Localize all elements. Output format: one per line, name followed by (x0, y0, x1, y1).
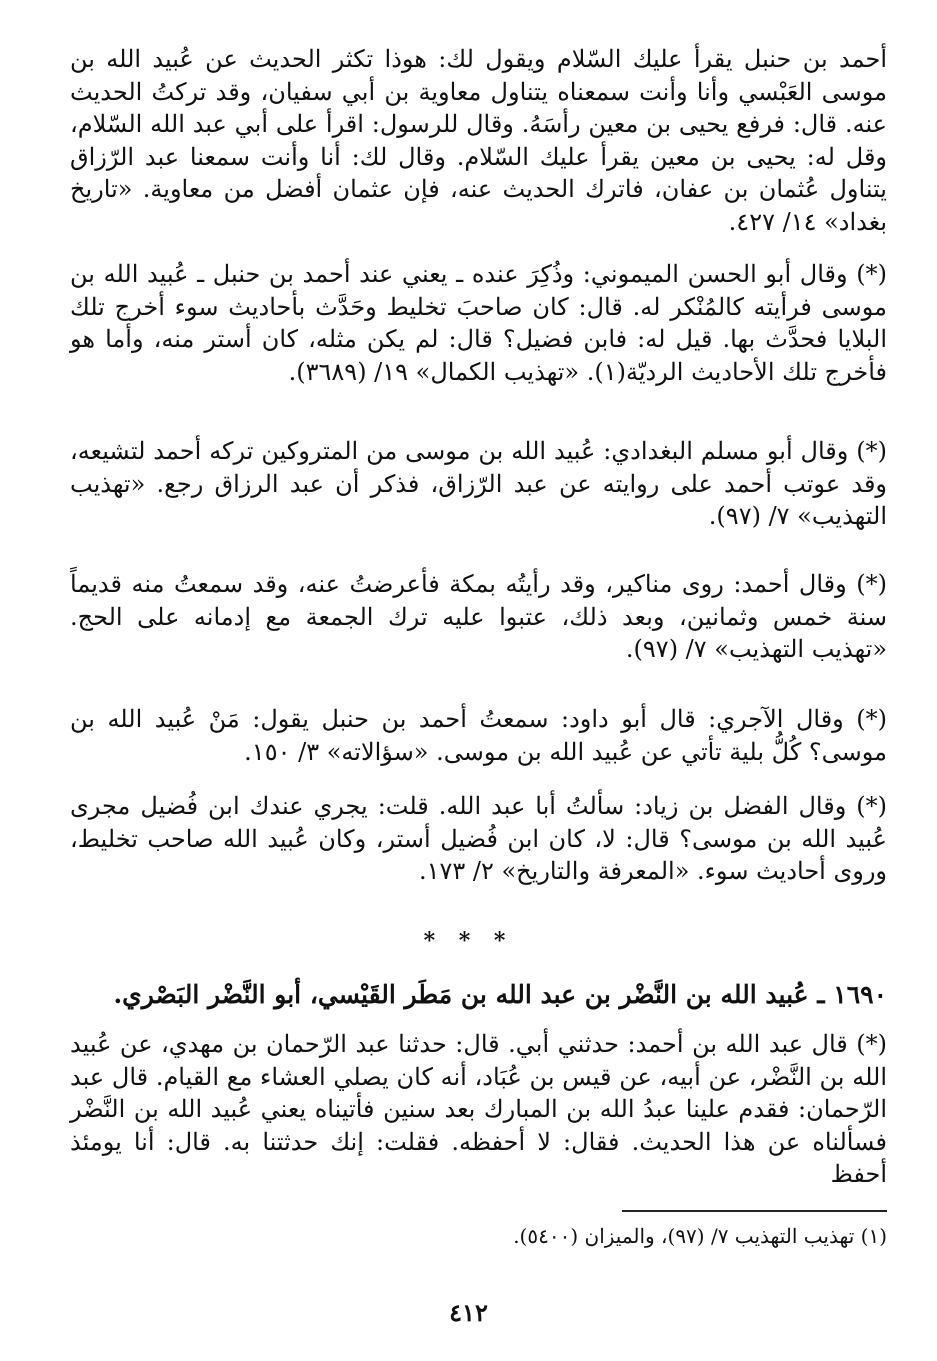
paragraph-ahmad: (*) وقال أحمد: روى مناكير، وقد رأيتُه بمكة فأعرضتُ عنه، وقد سمعتُ منه قديماً سنة خمس وثمانين، وبعد ذلك، عتبوا عليه ترك الجمعة مع إدمانه على الحج. «تهذيب التهذيب» ٧/ (٩٧). (70, 570, 887, 664)
entry-heading: ١٦٩٠ ـ عُبيد الله بن النَّضْر بن عبد الله بن مَطَر القَيْسي، أبو النَّضْر البَصْري. (113, 980, 887, 1009)
entry-paragraph: (*) قال عبد الله بن أحمد: حدثني أبي. قال: حدثنا عبد الرّحمان بن مهدي، عن عُبيد الله بن النَّضْر، عن أبيه، عن قيس بن عُبَاد، أنه كان يصلي العشاء مع القيام. قال عبد الرّحمان: فقدم علينا عبدُ الله بن المبارك بعد سنين فأتيناه يعني عُبيد الله بن النَّضْر فسألناه عن هذا الحديث. فقال: لا أحفظه. فقلت: إنك حدثتنا به. قال: أنا يومئذ أحفظ (70, 1030, 887, 1189)
footnote: (١) تهذيب التهذيب ٧/ (٩٧)، والميزان (٥٤٠٠). (513, 1224, 887, 1248)
footnote-rule (622, 1210, 887, 1212)
paragraph-continuation: أحمد بن حنبل يقرأ عليك السّلام ويقول لك: هوذا تكثر الحديث عن عُبيد الله بن موسى العَبْسي وأنا وأنت سمعناه يتناول معاوية بن أبي سفيان، وقد تركتُ الحديث عنه. قال: فرفع يحيى بن معين رأسَهُ. وقال للرسول: اقرأ على أبي عبد الله السّلام، وقل له: يحيى بن معين يقرأ عليك السّلام. وقال لك: أنا وأنت سمعنا عبد الرّزاق يتناول عُثمان بن عفان، فاترك الحديث عنه، فإن عثمان أفضل من معاوية. «تاريخ بغداد» ١٤/ ٤٢٧. (70, 45, 887, 236)
paragraph-ajurri: (*) وقال الآجري: قال أبو داود: سمعتُ أحمد بن حنبل يقول: مَنْ عُبيد الله بن موسى؟ كُلُّ بلية تأتي عن عُبيد الله بن موسى. «سؤالاته» ٣/ ١٥٠. (70, 705, 887, 766)
section-separator: * * * (423, 928, 514, 954)
paragraph-fadl: (*) وقال الفضل بن زياد: سألتُ أبا عبد الله. قلت: يجري عندك ابن فُضيل مجرى عُبيد الله بن موسى؟ قال: لا، كان ابن فُضيل أستر، وكان عُبيد الله صاحب تخليط، وروى أحاديث سوء. «المعرفة والتاريخ» ٢/ ١٧٣. (70, 792, 887, 886)
paragraph-baghdadi: (*) وقال أبو مسلم البغدادي: عُبيد الله بن موسى من المتروكين تركه أحمد لتشيعه، وقد عوتب أحمد على روايته عن عبد الرّزاق، فذكر أن عبد الرزاق رجع. «تهذيب التهذيب» ٧/ (٩٧). (70, 437, 888, 531)
paragraph-maymuni: (*) وقال أبو الحسن الميموني: وذُكِرَ عنده ـ يعني عند أحمد بن حنبل ـ عُبيد الله بن موسى فرأيته كالمُنْكر له. قال: كان صاحبَ تخليط وحَدَّث بأحاديث سوء أخرج تلك البلايا فحدَّث بها. قيل له: فابن فضيل؟ قال: لم يكن مثله، كان أستر منه، وأما هو فأخرج تلك الأحاديث الرديّة(١). «تهذيب الكمال» ١٩/ (٣٦٨٩). (70, 260, 887, 386)
page-number: ٤١٢ (449, 1298, 488, 1327)
